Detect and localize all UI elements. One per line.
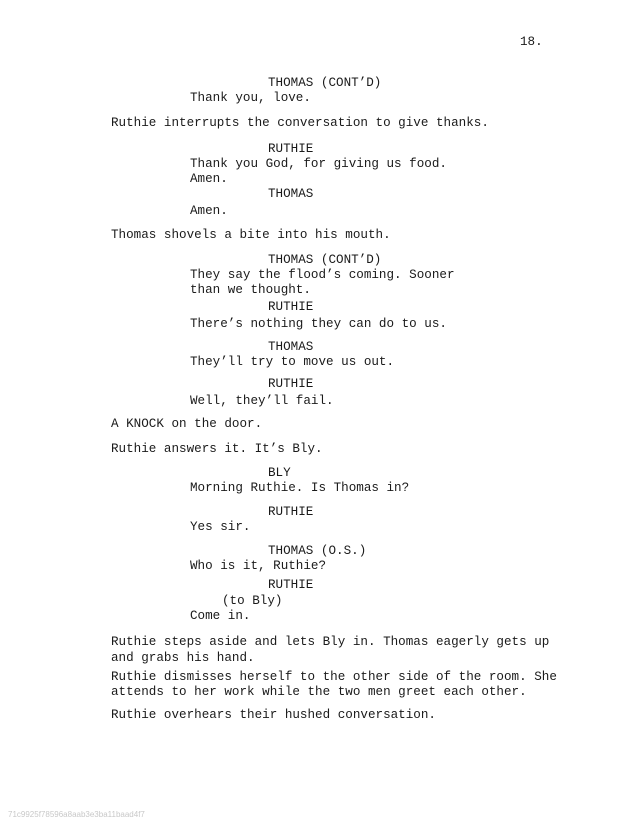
dialogue-line: There’s nothing they can do to us. (190, 317, 447, 331)
character-cue: BLY (268, 466, 291, 480)
dialogue-line: Thank you God, for giving us food. (190, 157, 447, 171)
action-line: Ruthie overhears their hushed conversation. (111, 708, 436, 722)
character-cue: RUTHIE (268, 142, 314, 156)
dialogue-line: Well, they’ll fail. (190, 394, 334, 408)
action-line: A KNOCK on the door. (111, 417, 263, 431)
character-cue: RUTHIE (268, 300, 314, 314)
character-cue: THOMAS (O.S.) (268, 544, 367, 558)
character-cue: RUTHIE (268, 377, 314, 391)
dialogue-line: Come in. (190, 609, 251, 623)
dialogue-line: Thank you, love. (190, 91, 311, 105)
parenthetical-line: (to Bly) (222, 594, 283, 608)
dialogue-line: They say the flood’s coming. Sooner (190, 268, 455, 282)
character-cue: THOMAS (268, 340, 314, 354)
action-line: Ruthie dismisses herself to the other side of the room. She (111, 670, 557, 684)
action-line: Ruthie interrupts the conversation to give thanks. (111, 116, 489, 130)
dialogue-line: Amen. (190, 204, 228, 218)
action-line: Ruthie answers it. It’s Bly. (111, 442, 323, 456)
character-cue: RUTHIE (268, 578, 314, 592)
document-id-watermark: 71c9925f78596a8aab3e3ba11baad4f7 (8, 810, 145, 819)
page-number: 18. (520, 35, 543, 49)
action-line: and grabs his hand. (111, 651, 255, 665)
dialogue-line: Who is it, Ruthie? (190, 559, 327, 573)
character-cue: RUTHIE (268, 505, 314, 519)
character-cue: THOMAS (CONT’D) (268, 76, 382, 90)
dialogue-line: They’ll try to move us out. (190, 355, 395, 369)
action-line: attends to her work while the two men greet each other. (111, 685, 527, 699)
character-cue: THOMAS (CONT’D) (268, 253, 382, 267)
action-line: Ruthie steps aside and lets Bly in. Thomas eagerly gets up (111, 635, 550, 649)
dialogue-line: Amen. (190, 172, 228, 186)
dialogue-line: Yes sir. (190, 520, 251, 534)
action-line: Thomas shovels a bite into his mouth. (111, 228, 391, 242)
dialogue-line: Morning Ruthie. Is Thomas in? (190, 481, 410, 495)
dialogue-line: than we thought. (190, 283, 311, 297)
character-cue: THOMAS (268, 187, 314, 201)
